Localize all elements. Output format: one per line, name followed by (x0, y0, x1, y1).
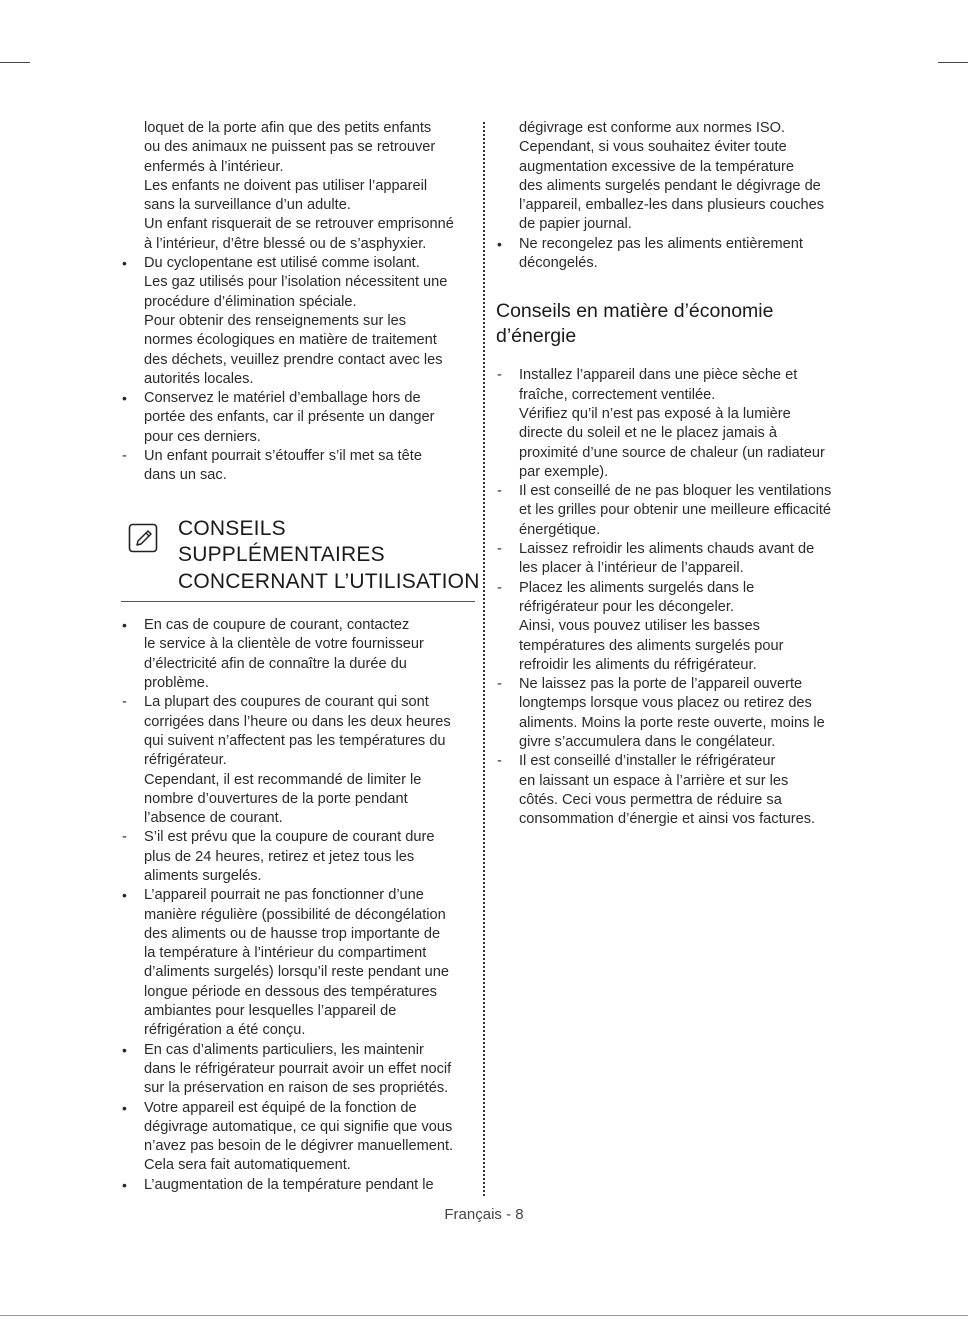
bullet-marker (122, 254, 136, 274)
text-line: manière régulière (possibilité de décongélation (144, 906, 446, 923)
dash-item (496, 540, 851, 579)
text-line: et les grilles pour obtenir une meilleure efficacité (519, 502, 832, 519)
text-line: ou des animaux ne puissent pas se retrouver (144, 139, 436, 156)
text-line: Conservez le matériel d’emballage hors de (144, 390, 421, 407)
text-line: Placez les aliments surgelés dans le (519, 579, 755, 596)
text-line: la température à l’intérieur du compartiment (144, 945, 427, 962)
bullet-marker (122, 616, 136, 636)
text-line: CONCERNANT L’UTILISATION (178, 569, 480, 593)
text-line: loquet de la porte afin que des petits enfants (144, 120, 432, 136)
column-divider (483, 122, 485, 1196)
bullet-item (121, 616, 475, 693)
text-line: des déchets, veuillez prendre contact avec les (144, 351, 443, 368)
dash-marker (497, 366, 511, 385)
text-line: longtemps lorsque vous placez ou retirez des (519, 695, 812, 712)
bullet-item (121, 886, 475, 1040)
text-line: de papier journal. (519, 216, 632, 233)
text-line: aliments surgelés. (144, 868, 262, 884)
text-line: Installez l’appareil dans une pièce sèche et (519, 367, 798, 384)
dash-marker (497, 579, 511, 598)
text-line: L’augmentation de la température pendant le (144, 1176, 434, 1193)
text-line: procédure d’élimination spéciale. (144, 293, 357, 310)
text-line: températures des aliments surgelés pour (519, 637, 784, 654)
dash-marker (122, 828, 136, 847)
text-line: autorités locales. (144, 370, 254, 387)
text-line: longue période en dessous des températures (144, 983, 437, 1000)
text-line: En cas de coupure de courant, contactez (144, 617, 410, 634)
text-line: dans un sac. (144, 467, 227, 484)
text-line: problème. (144, 675, 209, 692)
page-number-label: Français - 8 (444, 1206, 524, 1223)
text-line: Votre appareil est équipé de la fonction de (144, 1099, 417, 1116)
bullet-marker (122, 1041, 136, 1061)
right-list-after-heading (496, 366, 851, 829)
dash-marker (497, 482, 511, 501)
text-line: Ainsi, vous pouvez utiliser les basses (519, 618, 760, 635)
text-line: givre s’accumulera dans le congélateur. (519, 734, 776, 751)
text-line: Il est conseillé d’installer le réfrigérateur (519, 753, 776, 770)
text-line: l’appareil, emballez-les dans plusieurs couches (519, 197, 825, 214)
bullet-marker (122, 1099, 136, 1119)
text-line: ambiantes pour lesquelles l’appareil de (144, 1003, 397, 1020)
text-line: d’aliments surgelés) lorsqu’il reste pendant une (144, 964, 450, 981)
text-line: plus de 24 heures, retirez et jetez tous les (144, 848, 415, 865)
left-list-after-section (121, 616, 475, 1195)
left-intro-text (121, 119, 475, 254)
energy-tips-heading (496, 299, 851, 349)
text-line: en laissant un espace à l’arrière et sur les (519, 772, 789, 789)
text-line: normes écologiques en matière de traitement (144, 332, 437, 349)
text-line: l’absence de courant. (144, 810, 283, 827)
text-line: proximité d’une source de chaleur (un radiateur (519, 444, 825, 461)
text-line: sur la préservation en raison de ses propriétés. (144, 1080, 449, 1097)
text-line: Pour obtenir des renseignements sur les (144, 312, 407, 329)
text-line: enfermés à l’intérieur. (144, 158, 284, 175)
text-line: CONSEILS (178, 516, 286, 540)
text-line: Un enfant pourrait s’étouffer s’il met sa tête (144, 448, 422, 465)
text-line: des aliments surgelés pendant le dégivrage de (519, 177, 821, 194)
bullet-item (121, 1176, 475, 1195)
text-line: décongelés. (519, 255, 598, 272)
text-line: La plupart des coupures de courant qui sont (144, 694, 429, 711)
text-line: Cependant, si vous souhaitez éviter toute (519, 139, 787, 156)
section-header-conseils (121, 516, 480, 603)
bullet-marker (122, 389, 136, 409)
text-line: dégivrage est conforme aux normes ISO. (519, 120, 786, 136)
text-line: fraîche, correctement ventilée. (519, 386, 716, 403)
text-line: directe du soleil et ne le placez jamais à (519, 425, 777, 442)
bullet-marker (497, 235, 511, 255)
page-footer (0, 1206, 968, 1223)
text-line: portée des enfants, car il présente un danger (144, 409, 435, 426)
dash-marker (497, 752, 511, 771)
text-line: des aliments ou de hausse trop importante de (144, 925, 441, 942)
text-line: sans la surveillance d’un adulte. (144, 197, 351, 214)
left-list-before-section (121, 254, 475, 486)
text-line: par exemple). (519, 463, 609, 480)
text-line: refroidir les aliments du réfrigérateur. (519, 656, 757, 673)
crop-mark-left (0, 62, 30, 63)
note-pencil-icon (128, 523, 158, 553)
text-line: Cela sera fait automatiquement. (144, 1157, 351, 1174)
text-line: les placer à l’intérieur de l’appareil. (519, 560, 744, 577)
text-line: dans le réfrigérateur pourrait avoir un effet nocif (144, 1060, 452, 1077)
right-list-before-heading (496, 235, 851, 274)
text-line: SUPPLÉMENTAIRES (178, 543, 385, 567)
text-line: Conseils en matière d’économie (496, 300, 774, 323)
text-line: d’énergie (496, 325, 577, 348)
bullet-item (121, 1099, 475, 1176)
dash-marker (497, 540, 511, 559)
text-line: dégivrage automatique, ce qui signifie que vous (144, 1118, 453, 1135)
text-line: Du cyclopentane est utilisé comme isolant. (144, 255, 420, 272)
text-line: n’avez pas besoin de le dégivrer manuellement. (144, 1138, 454, 1155)
bullet-item (121, 389, 475, 447)
dash-item (496, 675, 851, 752)
text-line: nombre d’ouvertures de la porte pendant (144, 790, 408, 807)
bullet-item (496, 235, 851, 274)
section-title (178, 516, 480, 596)
text-line: S’il est prévu que la coupure de courant dure (144, 829, 435, 846)
text-line: pour ces derniers. (144, 428, 261, 445)
text-line: Ne recongelez pas les aliments entièrement (519, 235, 803, 252)
text-line: Cependant, il est recommandé de limiter le (144, 771, 422, 788)
dash-item (496, 482, 851, 540)
text-line: qui suivent n’affectent pas les températures du (144, 732, 446, 749)
text-line: Il est conseillé de ne pas bloquer les ventilations (519, 483, 832, 500)
text-line: côtés. Ceci vous permettra de réduire sa (519, 791, 782, 808)
text-line: le service à la clientèle de votre fournisseur (144, 636, 424, 653)
right-column (496, 119, 851, 830)
bullet-marker (122, 886, 136, 906)
text-line: aliments. Moins la porte reste ouverte, moins le (519, 714, 825, 731)
dash-item (496, 579, 851, 675)
dash-marker (122, 693, 136, 712)
text-line: consommation d’énergie et ainsi vos factures. (519, 811, 816, 828)
text-line: En cas d’aliments particuliers, les maintenir (144, 1041, 424, 1058)
text-line: réfrigération a été conçu. (144, 1022, 306, 1039)
text-line: L’appareil pourrait ne pas fonctionner d’une (144, 887, 424, 904)
dash-marker (497, 675, 511, 694)
dash-item (496, 366, 851, 482)
left-column (121, 119, 480, 1195)
text-line: corrigées dans l’heure ou dans les deux heures (144, 713, 451, 730)
text-line: augmentation excessive de la température (519, 158, 795, 175)
bottom-rule (0, 1315, 968, 1316)
dash-item (496, 752, 851, 829)
dash-item (121, 693, 475, 828)
bullet-item (121, 254, 475, 389)
text-line: Laissez refroidir les aliments chauds avant de (519, 541, 815, 558)
dash-item (121, 447, 475, 486)
text-line: d’électricité afin de connaître la durée du (144, 655, 407, 672)
bullet-marker (122, 1176, 136, 1196)
bullet-item (121, 1041, 475, 1099)
crop-mark-right (938, 62, 968, 63)
text-line: Ne laissez pas la porte de l’appareil ouverte (519, 676, 803, 693)
text-line: réfrigérateur. (144, 752, 227, 769)
text-line: Un enfant risquerait de se retrouver emprisonné (144, 216, 454, 233)
text-line: à l’intérieur, d’être blessé ou de s’asphyxier. (144, 235, 427, 252)
text-line: énergétique. (519, 521, 601, 538)
dash-marker (122, 447, 136, 466)
text-line: Les gaz utilisés pour l’isolation nécessitent une (144, 274, 448, 291)
dash-item (121, 828, 475, 886)
text-line: Vérifiez qu’il n’est pas exposé à la lumière (519, 405, 791, 422)
text-line: Les enfants ne doivent pas utiliser l’appareil (144, 177, 428, 194)
text-line: réfrigérateur pour les décongeler. (519, 598, 734, 615)
right-intro-text (496, 119, 851, 235)
